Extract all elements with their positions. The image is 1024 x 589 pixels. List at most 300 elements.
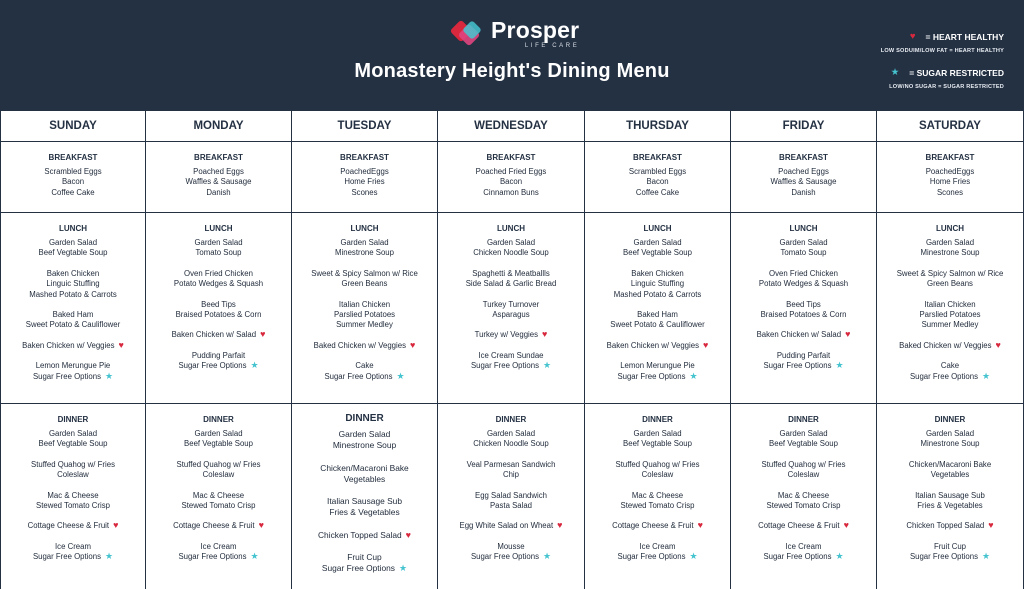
menu-item-text: Minestrone Soup — [920, 439, 980, 449]
menu-item — [1, 439, 145, 449]
menu-item-text: Baken Chicken — [631, 268, 684, 278]
menu-item-text: Stewed Tomato Crisp — [36, 501, 110, 511]
menu-item — [585, 269, 730, 279]
dinner-cell — [438, 404, 584, 589]
heart-icon: ♥ — [557, 520, 563, 531]
lunch-cell — [438, 213, 584, 404]
brand-subtitle: LIFE CARE — [524, 43, 580, 49]
menu-item-text: PoachedEggs — [925, 167, 975, 176]
menu-item — [731, 279, 876, 289]
menu-item-text: Ice Cream — [55, 541, 91, 551]
menu-group — [731, 491, 876, 512]
menu-item — [585, 310, 730, 320]
menu-item — [877, 501, 1023, 511]
meal-title: BREAKFAST — [194, 153, 243, 162]
menu-group — [731, 542, 876, 563]
menu-item — [877, 460, 1023, 470]
star-icon: ★ — [835, 360, 844, 371]
day-column — [146, 111, 292, 589]
menu-group — [438, 269, 584, 290]
menu-group — [438, 460, 584, 481]
menu-item-text: Minestrone Soup — [920, 248, 980, 258]
day-header: MONDAY — [146, 111, 291, 142]
menu-group — [438, 491, 584, 512]
menu-item-text: Baken Chicken — [46, 268, 100, 278]
menu-item-text: Sugar Free Options — [763, 552, 832, 562]
menu-item — [438, 470, 584, 480]
menu-item-text: Waffles & Sausage — [770, 177, 837, 187]
prosper-logo-icon — [447, 18, 487, 50]
menu-group — [877, 341, 1023, 351]
menu-group — [877, 491, 1023, 512]
menu-item-text: Egg White Salad on Wheat — [459, 521, 554, 531]
menu-group — [438, 542, 584, 563]
menu-item — [146, 351, 291, 361]
lunch-cell — [877, 213, 1023, 404]
menu-item-text: Scones — [936, 187, 963, 197]
menu-item — [585, 290, 730, 300]
menu-item-text: Sweet Potato & Cauliflower — [610, 320, 705, 330]
menu-item-text: Garden Salad — [340, 238, 389, 247]
menu-item-text: Mac & Cheese — [192, 490, 245, 500]
menu-item-text: Fruit Cup — [347, 552, 382, 563]
breakfast-cell — [292, 142, 437, 213]
menu-item-text: Garden Salad — [48, 238, 98, 247]
menu-item-text: Baken Chicken w/ Veggies — [22, 340, 115, 350]
menu-item-text: Home Fries — [344, 177, 385, 187]
menu-group — [1, 310, 145, 331]
menu-item-text: Baken Chicken w/ Salad — [171, 330, 257, 340]
menu-group — [585, 491, 730, 512]
menu-group — [585, 429, 730, 450]
menu-item — [438, 501, 584, 511]
menu-item — [146, 238, 291, 248]
menu-item-text: Stuffed Quahog w/ Fries — [31, 459, 115, 469]
menu-item-text: Braised Potatoes & Corn — [175, 310, 262, 320]
menu-item-text: Stewed Tomato Crisp — [620, 501, 695, 511]
menu-item — [1, 248, 145, 258]
menu-group — [1, 491, 145, 512]
menu-group — [146, 491, 291, 512]
menu-item-text: Italian Chicken — [338, 299, 391, 309]
heart-icon: ♥ — [843, 520, 849, 531]
meal-title: DINNER — [495, 415, 527, 424]
menu-item-text: Sugar Free Options — [909, 371, 978, 381]
menu-item — [292, 563, 437, 574]
menu-item-text: Garden Salad — [486, 429, 536, 438]
menu-group — [292, 238, 437, 259]
menu-item-text: Pudding Parfait — [191, 350, 246, 360]
menu-item — [146, 501, 291, 511]
menu-item — [731, 429, 876, 439]
menu-item-text: Cinnamon Buns — [483, 187, 539, 197]
menu-item — [438, 552, 584, 562]
menu-item — [877, 269, 1023, 279]
menu-item-text: Chicken/Macaroni Bake — [320, 462, 409, 473]
meal-title: DINNER — [934, 415, 966, 424]
menu-item — [292, 429, 437, 440]
menu-item-text: Stewed Tomato Crisp — [766, 501, 841, 511]
menu-item — [292, 341, 437, 351]
menu-item — [438, 248, 584, 258]
menu-item-text: Vegetables — [930, 470, 970, 480]
menu-item-text: Danish — [791, 187, 816, 197]
menu-item-text: Beef Vegtable Soup — [769, 439, 838, 449]
menu-group — [1, 341, 145, 351]
menu-item-text: Potato Wedges & Squash — [758, 279, 849, 289]
menu-item-text: Garden Salad — [633, 238, 682, 247]
breakfast-cell — [438, 142, 584, 213]
heart-icon: ♥ — [113, 520, 119, 531]
menu-item — [585, 177, 730, 187]
menu-item — [877, 188, 1023, 198]
menu-item — [1, 320, 145, 330]
menu-group — [292, 463, 437, 486]
menu-group — [146, 542, 291, 563]
dinner-cell — [585, 404, 730, 589]
menu-item — [1, 521, 145, 531]
menu-item-text: Beed Tips — [786, 299, 821, 309]
menu-item — [877, 491, 1023, 501]
menu-item — [438, 429, 584, 439]
dinner-cell — [292, 404, 437, 589]
menu-item — [292, 300, 437, 310]
menu-item-text: Beed Tips — [201, 299, 236, 309]
menu-group — [292, 429, 437, 452]
menu-item-text: Italian Chicken — [924, 299, 976, 309]
logo — [447, 18, 579, 50]
menu-group — [438, 521, 584, 531]
menu-item — [731, 552, 876, 562]
menu-item — [292, 496, 437, 507]
meal-title: LUNCH — [59, 224, 87, 233]
day-column — [731, 111, 877, 589]
heart-icon: ♥ — [260, 329, 266, 340]
menu-item — [877, 310, 1023, 320]
menu-item — [1, 470, 145, 480]
menu-item — [146, 439, 291, 449]
menu-item-text: Sugar Free Options — [321, 563, 395, 574]
menu-group — [1, 269, 145, 300]
menu-group — [585, 238, 730, 259]
menu-group — [877, 429, 1023, 450]
menu-group — [146, 167, 291, 198]
menu-item — [146, 269, 291, 279]
menu-item-text: Baked Ham — [637, 310, 678, 320]
menu-item-text: Pudding Parfait — [776, 350, 831, 360]
star-icon: ★ — [396, 370, 405, 381]
heart-icon: ♥ — [118, 339, 124, 350]
menu-group — [438, 351, 584, 372]
menu-item-text: Coleslaw — [641, 470, 674, 480]
menu-item — [731, 470, 876, 480]
menu-item — [292, 530, 437, 541]
menu-group — [585, 542, 730, 563]
menu-item-text: Cottage Cheese & Fruit — [27, 521, 110, 531]
menu-item-text: Sweet Potato & Cauliflower — [25, 320, 121, 330]
menu-item — [585, 341, 730, 351]
menu-item-text: Ice Cream — [200, 541, 237, 551]
menu-item — [585, 552, 730, 562]
menu-item — [731, 361, 876, 371]
meal-title: LUNCH — [789, 224, 818, 233]
menu-item — [438, 491, 584, 501]
menu-item-text: Mashed Potato & Carrots — [613, 289, 702, 299]
menu-item-text: Garden Salad — [925, 238, 975, 247]
menu-group — [585, 341, 730, 351]
menu-item-text: Summer Medley — [336, 320, 393, 330]
menu-item-text: Ice Cream — [785, 541, 822, 551]
menu-item-text: Mac & Cheese — [47, 490, 99, 500]
menu-item — [438, 310, 584, 320]
menu-item — [438, 351, 584, 361]
menu-group — [292, 552, 437, 575]
menu-item-text: Scrambled Eggs — [628, 167, 687, 176]
menu-item-text: Mashed Potato & Carrots — [29, 289, 117, 299]
menu-item — [731, 351, 876, 361]
meal-title: LUNCH — [936, 224, 964, 233]
menu-item-text: Parslied Potatoes — [919, 310, 981, 320]
menu-item-text: Baken Chicken w/ Veggies — [606, 340, 699, 350]
day-column — [0, 111, 146, 589]
star-icon: ★ — [104, 370, 114, 381]
menu-group — [585, 269, 730, 300]
menu-item — [1, 501, 145, 511]
menu-item — [877, 300, 1023, 310]
menu-item — [585, 320, 730, 330]
menu-item — [731, 177, 876, 187]
menu-item-text: Sugar Free Options — [470, 552, 539, 562]
menu-item-text: Sugar Free Options — [617, 552, 686, 562]
lunch-cell — [146, 213, 291, 404]
menu-group — [1, 542, 145, 563]
menu-item — [1, 177, 145, 187]
menu-item — [1, 290, 145, 300]
menu-group — [1, 167, 145, 198]
meal-title: BREAKFAST — [48, 153, 98, 162]
menu-item-text: Oven Fried Chicken — [184, 268, 253, 278]
menu-item-text: Chip — [502, 470, 520, 480]
menu-group — [585, 167, 730, 198]
menu-item-text: Coffee Cake — [635, 187, 680, 197]
menu-item — [731, 188, 876, 198]
menu-item — [585, 188, 730, 198]
header — [0, 0, 1024, 111]
menu-item — [877, 542, 1023, 552]
day-header: TUESDAY — [292, 111, 437, 142]
menu-item — [292, 372, 437, 382]
menu-group — [1, 429, 145, 450]
menu-item-text: Asparagus — [492, 310, 530, 320]
day-header: WEDNESDAY — [438, 111, 584, 142]
star-icon: ★ — [689, 370, 698, 381]
menu-item — [146, 248, 291, 258]
menu-item-text: Fries & Vegetables — [917, 501, 983, 511]
menu-item-text: Baked Ham — [52, 310, 94, 320]
menu-item-text: Sugar Free Options — [909, 552, 978, 562]
menu-group — [146, 238, 291, 259]
menu-item-text: Minestrone Soup — [335, 248, 394, 258]
menu-group — [877, 361, 1023, 382]
menu-item — [1, 279, 145, 289]
menu-group — [731, 521, 876, 531]
menu-item — [438, 238, 584, 248]
menu-item — [1, 341, 145, 351]
brand-name: Prosper — [491, 17, 580, 43]
menu-item-text: Waffles & Sausage — [185, 177, 252, 187]
meal-title: BREAKFAST — [633, 153, 682, 162]
lunch-cell — [292, 213, 437, 404]
menu-item-text: Garden Salad — [194, 429, 243, 438]
menu-item — [438, 361, 584, 371]
menu-item — [877, 372, 1023, 382]
menu-item-text: Mac & Cheese — [631, 490, 684, 500]
meal-title: BREAKFAST — [486, 153, 536, 162]
menu-group — [146, 460, 291, 481]
menu-item-text: Chicken Topped Salad — [906, 521, 985, 531]
menu-item — [292, 474, 437, 485]
meal-title: LUNCH — [204, 224, 233, 233]
menu-item — [877, 361, 1023, 371]
menu-item — [438, 188, 584, 198]
menu-group — [731, 460, 876, 481]
menu-item — [146, 552, 291, 562]
menu-item-text: Sugar Free Options — [32, 371, 101, 381]
menu-item — [438, 300, 584, 310]
menu-item — [877, 429, 1023, 439]
menu-group — [438, 238, 584, 259]
menu-item — [292, 167, 437, 177]
menu-item-text: Green Beans — [927, 279, 973, 289]
menu-item-text: Mac & Cheese — [777, 490, 830, 500]
menu-item — [585, 491, 730, 501]
menu-item — [877, 248, 1023, 258]
menu-item-text: Summer Medley — [921, 320, 979, 330]
meal-title: DINNER — [788, 415, 819, 424]
breakfast-cell — [877, 142, 1023, 213]
menu-item-text: Mousse — [497, 541, 525, 551]
menu-item — [146, 470, 291, 480]
heart-icon: ♥ — [405, 529, 411, 540]
lunch-cell — [585, 213, 730, 404]
menu-item — [292, 177, 437, 187]
menu-item-text: Fries & Vegetables — [329, 507, 400, 518]
menu-item-text: Sugar Free Options — [763, 361, 832, 371]
menu-group — [438, 167, 584, 198]
menu-item-text: Green Beans — [341, 279, 388, 289]
menu-item-text: Side Salad & Garlic Bread — [465, 279, 557, 289]
day-column — [292, 111, 438, 589]
heart-icon: ♥ — [845, 329, 851, 340]
menu-item — [438, 177, 584, 187]
menu-item — [877, 167, 1023, 177]
menu-item-text: Cottage Cheese & Fruit — [173, 521, 255, 531]
menu-group — [877, 269, 1023, 290]
menu-item-text: Sugar Free Options — [470, 361, 539, 371]
menu-item-text: Veal Parmesan Sandwich — [466, 459, 556, 469]
menu-group — [438, 330, 584, 340]
meal-title: LUNCH — [643, 224, 672, 233]
heart-icon: ♥ — [542, 329, 548, 340]
heart-icon: ♥ — [409, 339, 416, 350]
menu-item — [146, 491, 291, 501]
menu-item — [1, 188, 145, 198]
menu-item — [438, 279, 584, 289]
menu-item-text: Garden Salad — [194, 238, 243, 247]
menu-group — [877, 521, 1023, 531]
legend — [844, 32, 1004, 90]
menu-item-text: Braised Potatoes & Corn — [760, 310, 847, 320]
menu-item — [292, 238, 437, 248]
menu-group — [585, 460, 730, 481]
menu-item — [731, 491, 876, 501]
dinner-cell — [146, 404, 291, 589]
star-icon: ★ — [250, 360, 259, 371]
menu-item — [585, 248, 730, 258]
star-icon: ★ — [542, 551, 552, 562]
menu-item — [1, 542, 145, 552]
day-column — [585, 111, 731, 589]
menu-item — [1, 310, 145, 320]
menu-item-text: Fruit Cup — [933, 541, 967, 551]
menu-item-text: Coffee Cake — [51, 187, 95, 197]
menu-item — [1, 361, 145, 371]
menu-item-text: Beef Vegtable Soup — [38, 248, 108, 258]
heart-icon: ♥ — [258, 520, 264, 531]
menu-item — [146, 300, 291, 310]
menu-item-text: Spaghetti & Meatballls — [472, 268, 550, 278]
menu-item-text: Minestrone Soup — [332, 440, 397, 451]
breakfast-cell — [731, 142, 876, 213]
menu-item — [292, 279, 437, 289]
menu-item — [585, 238, 730, 248]
menu-item-text: Lemon Merungue Pie — [35, 361, 111, 371]
menu-item-text: Garden Salad — [779, 238, 828, 247]
day-column — [877, 111, 1024, 589]
menu-item — [146, 167, 291, 177]
menu-item-text: Chicken Noodle Soup — [473, 248, 549, 258]
menu-group — [877, 300, 1023, 331]
star-icon: ★ — [981, 370, 991, 381]
menu-item — [1, 372, 145, 382]
menu-item — [146, 542, 291, 552]
menu-item-text: Lemon Merungue Pie — [620, 361, 695, 371]
menu-item-text: Bacon — [499, 177, 523, 187]
menu-item — [585, 279, 730, 289]
meal-title: BREAKFAST — [925, 153, 975, 162]
menu-item-text: Coleslaw — [202, 470, 235, 480]
menu-item — [146, 361, 291, 371]
day-header: SATURDAY — [877, 111, 1023, 142]
menu-item-text: Sugar Free Options — [178, 361, 247, 371]
menu-item-text: Linguic Stuffing — [630, 279, 685, 289]
menu-item — [1, 491, 145, 501]
menu-item-text: Italian Sausage Sub — [327, 496, 402, 507]
menu-group — [731, 429, 876, 450]
day-header: SUNDAY — [1, 111, 145, 142]
heart-icon: ♥ — [697, 520, 703, 531]
menu-item — [877, 238, 1023, 248]
menu-item-text: Stuffed Quahog w/ Fries — [615, 459, 700, 469]
menu-item — [292, 320, 437, 330]
menu-item-text: Vegetables — [343, 473, 386, 484]
menu-item — [585, 460, 730, 470]
heart-icon: ♥ — [702, 339, 709, 350]
meal-title: LUNCH — [497, 224, 525, 233]
menu-item — [292, 440, 437, 451]
menu-item — [146, 429, 291, 439]
menu-item — [877, 521, 1023, 531]
